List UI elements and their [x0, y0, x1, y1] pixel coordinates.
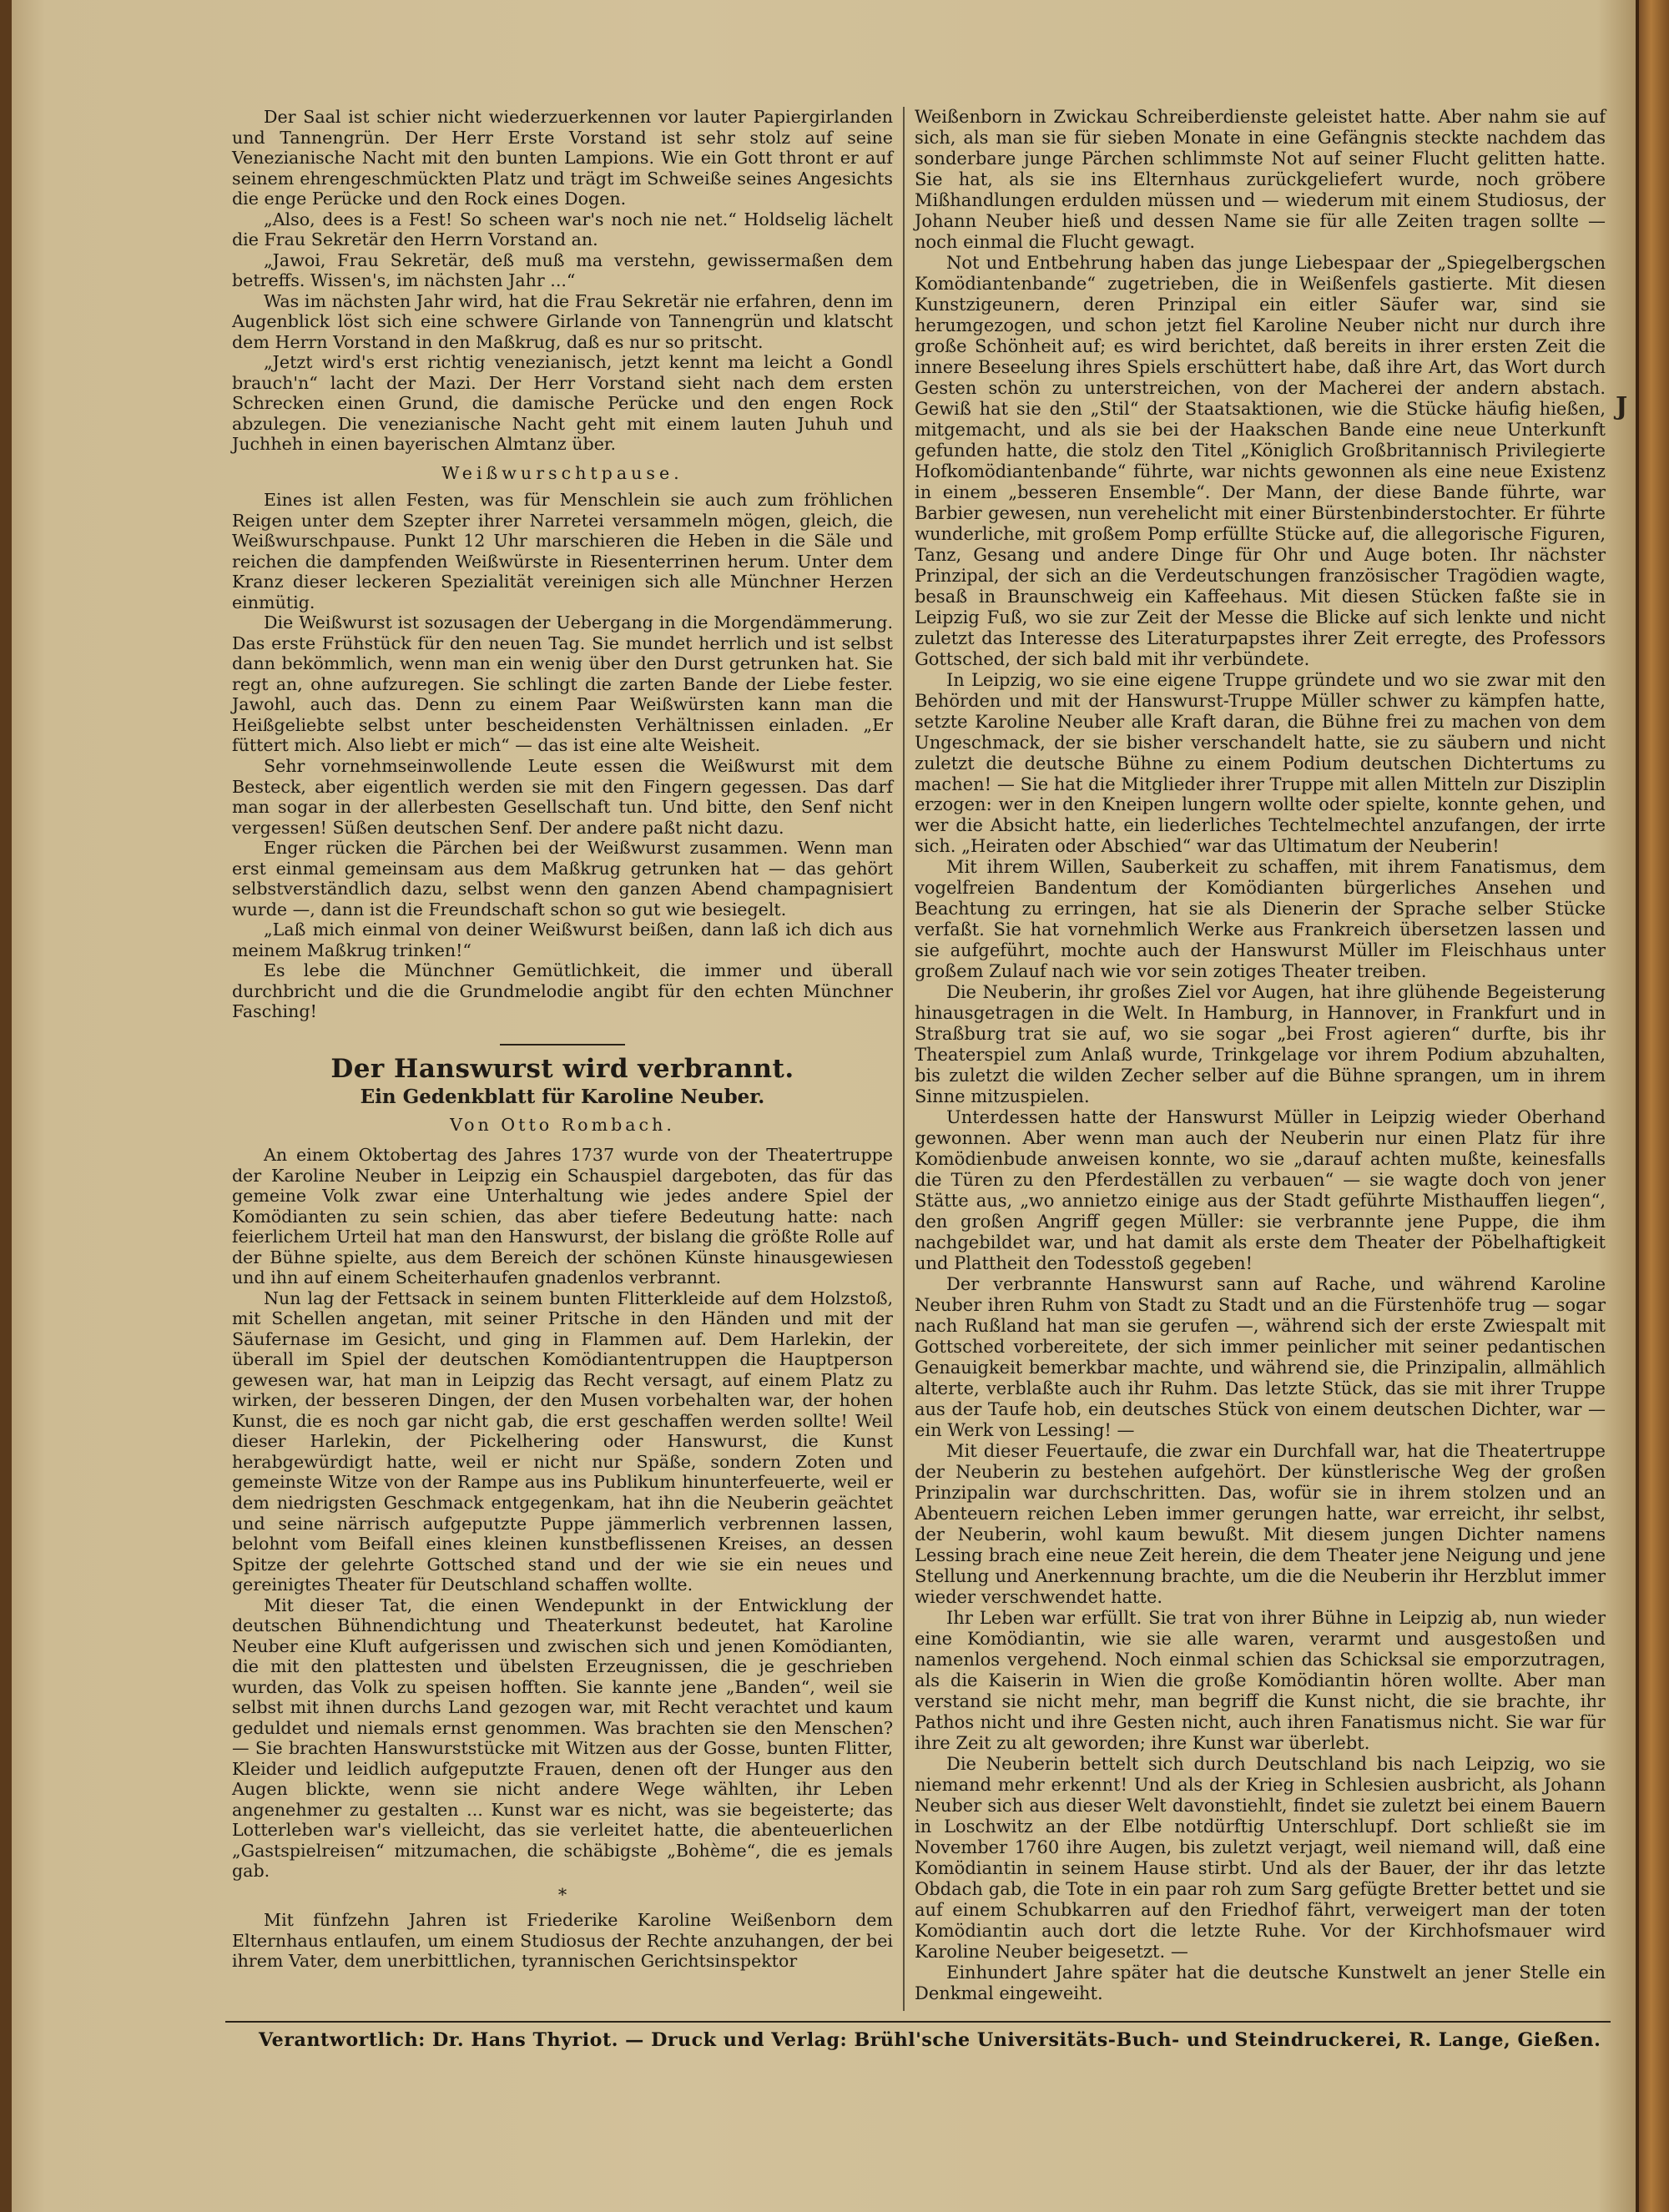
paragraph: Not und Entbehrung haben das junge Liebespaar der „Spiegelbergschen Komödiantenbande“ zugetrieben, die in Weißenfels gastierte. Mit diesen Kunstzigeunern, deren Prinzipal ein eitler Säufer war, sind sie herumgezogen, und schon jetzt fiel Karoline Neuber nicht nur durch ihre große Schönheit auf; es wird berichtet, daß bereits in ihrer ersten Zeit die innere Beseelung ihres Spiels erschüttert habe, daß ihre Art, das Wort durch Gesten schön zu unterstreichen, von der Macherei der andern abstach. Gewiß hat sie den „Stil“ der Staatsaktionen, wie die Stücke häufig hießen, mitgemacht, und als sie bei der Haakschen Bande eine neue Unterkunft gefunden hatte, die stolz den Titel „Königlich Großbritannisch Privilegierte Hofkomödiantenbande“ führte, war nichts gewonnen als eine neue Existenz in einem „besseren Ensemble“. Der Mann, der diese Bande führte, war Barbier gewesen, nun verehelicht mit einer Bürstenbinderstochter. Er führte wunderliche, mit großem Pomp erfüllte Stücke auf, die allegorische Figuren, Tanz, Gesang und andere Dinge für Ohr und Auge boten. Ihr nächster Prinzipal, der sich an die Verdeutschungen französischer Tragödien wagte, besaß in Braunschweig ein Kaffeehaus. Mit diesen Stücken faßte sie in Leipzig Fuß, wo sie zur Zeit der Messe die Blicke auf sich lenkte und nicht zuletzt das Interesse des Literaturpapstes ihrer Zeit erregte, des Professors Gottsched, der sich bald mit ihr verbündete.	[915, 252, 1606, 669]
paragraph: Mit fünfzehn Jahren ist Friederike Karoline Weißenborn dem Elternhaus entlaufen, um einem Studiosus der Rechte anzuhangen, der bei ihrem Vater, dem unerbittlichen, tyrannischen Gerichtsinspektor	[232, 1910, 893, 1972]
paragraph: Was im nächsten Jahr wird, hat die Frau Sekretär nie erfahren, denn im Augenblick löst sich eine schwere Girlande von Tannengrün und klatscht dem Herrn Vorstand in den Maßkrug, daß es nur so pritscht.	[232, 290, 893, 352]
left-column	[232, 107, 893, 1972]
binding-spine	[1639, 0, 1669, 2212]
paragraph: Die Weißwurst ist sozusagen der Uebergang in die Morgendämmerung. Das erste Frühstück für den neuen Tag. Sie mundet herrlich und ist selbst dann bekömmlich, wenn man ein wenig über den Durst getrunken hat. Sie regt an, ohne aufzuregen. Sie schlingt die zarten Bande der Liebe fester. Jawohl, auch das. Denn zu einem Paar Weißwürsten kann man die Heißgeliebte selbst unter bescheidensten Verhältnissen einladen. „Er füttert mich. Also liebt er mich“ — das ist eine alte Weisheit.	[232, 612, 893, 756]
section-separator-star: *	[557, 1884, 567, 1905]
paragraph: „Jetzt wird's erst richtig venezianisch, jetzt kennt ma leicht a Gondl brauch'n“ lacht der Mazi. Der Herr Vorstand sieht nach dem ersten Schrecken einen Grund, die damische Perücke und den engen Rock abzulegen. Die venezianische Nacht geht mit einem lauten Juhuh und Juchheh in einen bayerischen Almtanz über.	[232, 352, 893, 455]
section-subheading: Weißwurschtpause.	[441, 462, 683, 483]
next-page-edge-letter: J	[1616, 392, 1628, 421]
paragraph: Weißenborn in Zwickau Schreiberdienste geleistet hatte. Aber nahm sie auf sich, als man sie für sieben Monate in eine Gefängnis steckte nachdem das sonderbare junge Pärchen schlimmste Not auf seiner Flucht gelitten hatte. Sie hat, als sie ins Elternhaus zurückgeliefert wurde, noch gröbere Mißhandlungen erdulden müssen und — wiederum mit einem Studiosus, der Johann Neuber hieß und dessen Name sie für alle Zeiten tragen sollte — noch einmal die Flucht gewagt.	[915, 107, 1606, 252]
paragraph: Es lebe die Münchner Gemütlichkeit, die immer und überall durchbricht und die die Grundmelodie angibt für den echten Münchner Fasching!	[232, 960, 893, 1022]
footer-rule	[225, 2021, 1611, 2023]
paragraph: In Leipzig, wo sie eine eigene Truppe gründete und wo sie zwar mit den Behörden und mit der Hanswurst-Truppe Müller schwer zu kämpfen hatte, setzte Karoline Neuber alle Kraft daran, die Bühne frei zu machen von dem Ungeschmack, der sie bisher verschandelt hatte, sie zu säubern und nicht zuletzt die deutsche Bühne zu einem Podium deutschen Dichtertums zu machen! — Sie hat die Mitglieder ihrer Truppe mit allen Mitteln zur Disziplin erzogen: wer in den Kneipen lungern wollte oder spielte, konnte gehen, und wer die Absicht hatte, ein liederliches Techtelmechtel anzufangen, der irrte sich. „Heiraten oder Abschied“ war das Ultimatum der Neuberin!	[915, 669, 1606, 857]
paragraph: Ihr Leben war erfüllt. Sie trat von ihrer Bühne in Leipzig ab, nun wieder eine Komödiantin, wie sie alle waren, verarmt und ausgestoßen und namenlos vergehend. Noch einmal schien das Schicksal sie emporzutragen, als die Kaiserin in Wien die große Komödiantin hören wollte. Aber man verstand sie nicht mehr, man begriff die Kunst nicht, die sie brachte, ihr Pathos nicht und ihre Gesten nicht, auch ihren Fanatismus nicht. Sie war für ihre Zeit zu alt geworden; ihre Kunst war überlebt.	[915, 1607, 1606, 1753]
column-divider	[903, 107, 905, 2011]
right-column	[915, 107, 1606, 2004]
paragraph: Mit dieser Feuertaufe, die zwar ein Durchfall war, hat die Theatertruppe der Neuberin zu bestehen aufgehört. Der künstlerische Weg der großen Prinzipalin war durchschritten. Das, wofür sie in ihrem stolzen und an Abenteuern reichen Leben immer gerungen hatte, war erreicht, ihr selbst, der Neuberin, wohl kaum bewußt. Mit diesem jungen Dichter namens Lessing brach eine neue Zeit herein, die dem Theater jene Neigung und jene Stellung und Anerkennung brachte, um die die Neuberin ihr Herzblut immer wieder verschwendet hatte.	[915, 1441, 1606, 1607]
paragraph: Enger rücken die Pärchen bei der Weißwurst zusammen. Wenn man erst einmal gemeinsam aus dem Maßkrug getrunken hat — das gehört selbstverständlich dazu, selbst wenn den ganzen Abend champagnisiert wurde —, dann ist die Freundschaft schon so gut wie besiegelt.	[232, 838, 893, 920]
paragraph: Die Neuberin bettelt sich durch Deutschland bis nach Leipzig, wo sie niemand mehr erkennt! Und als der Krieg in Schlesien ausbricht, als Johann Neuber sich aus dieser Welt davonstiehlt, findet sie zuletzt bei einem Bauern in Loschwitz an der Elbe notdürftig Unterschlupf. Dort schließt sie im November 1760 ihre Augen, bis zuletzt verjagt, weil niemand will, daß eine Komödiantin in seinem Hause stirbt. Und als der Bauer, der ihr das letzte Obdach gab, die Tote in ein paar roh zum Sarg gefügte Bretter bettet und sie auf einem Schubkarren auf den Friedhof fährt, verweigert man der toten Komödiantin auch dort die letzte Ruhe. Vor der Kirchhofsmauer wird Karoline Neuber beigesetzt. —	[915, 1753, 1606, 1962]
paragraph: „Also, dees is a Fest! So scheen war's noch nie net.“ Holdselig lächelt die Frau Sekretär den Herrn Vorstand an.	[232, 209, 893, 250]
article-subtitle: Ein Gedenkblatt für Karoline Neuber.	[360, 1086, 765, 1109]
paragraph: Der verbrannte Hanswurst sann auf Rache, und während Karoline Neuber ihren Ruhm von Stadt zu Stadt und an die Fürstenhöfe trug — sogar nach Rußland hat man sie gerufen —, während sich der erste Zwiespalt mit Gottsched vorbereitete, der sich immer peinlicher mit seiner pedantischen Genauigkeit bemerkbar machte, und während sie, die Prinzipalin, allmählich alterte, verblaßte auch ihr Ruhm. Das letzte Stück, das sie mit ihrer Truppe aus der Taufe hob, ein deutsches Stück von einem deutschen Dichter, war — ein Werk von Lessing! —	[915, 1274, 1606, 1441]
paragraph: An einem Oktobertag des Jahres 1737 wurde von der Theatertruppe der Karoline Neuber in Leipzig ein Schauspiel dargeboten, das für das gemeine Volk zwar eine Unterhaltung wie jedes andere Spiel der Komödianten zu sein schien, das aber tiefere Bedeutung hatte: nach feierlichem Urteil hat man den Hanswurst, der bislang die größte Rolle auf der Bühne spielte, aus dem Bereich der schönen Künste hinausgewiesen und ihn auf einem Scheiterhaufen gnadenlos verbrannt.	[232, 1145, 893, 1288]
paragraph: Der Saal ist schier nicht wiederzuerkennen vor lauter Papiergirlanden und Tannengrün. Der Herr Erste Vorstand ist sehr stolz auf seine Venezianische Nacht mit den bunten Lampions. Wie ein Gott thront er auf seinem ehrengeschmückten Platz und trägt im Schweiße seines Angesichts die enge Perücke und den Rock eines Dogen.	[232, 107, 893, 209]
paragraph: Die Neuberin, ihr großes Ziel vor Augen, hat ihre glühende Begeisterung hinausgetragen in die Welt. In Hamburg, in Hannover, in Frankfurt und in Straßburg trat sie auf, wo sie sogar „bei Frost agieren“ durfte, bis ihr Theaterspiel zum Anlaß wurde, Trinkgelage vor ihrem Podium abzuhalten, bis zuletzt die wilden Zecher selber auf die Bühne sprangen, um in ihrem Sinne mitzuspielen.	[915, 982, 1606, 1107]
article-author: Von Otto Rombach.	[450, 1114, 675, 1135]
paragraph: Mit dieser Tat, die einen Wendepunkt in der Entwicklung der deutschen Bühnendichtung und Theaterkunst bedeutet, hat Karoline Neuber eine Kluft aufgerissen und zwischen sich und jenen Komödianten, die mit den plattesten und übelsten Erzeugnissen, die je geschrieben wurden, das Volk zu speisen hofften. Sie kannte jene „Banden“, weil sie selbst mit ihnen durchs Land gezogen war, mit Recht verachtet und kaum geduldet und niemals ernst genommen. Was brachten sie den Menschen? — Sie brachten Hanswurststücke mit Witzen aus der Gosse, bunten Flitter, Kleider und leidlich aufgeputzte Frauen, denen oft der Hunger aus den Augen blickte, wenn sie nicht andere Wege wählten, ihr Leben angenehmer zu gestalten ... Kunst war es nicht, was sie begeisterte; das Lotterleben war's vielleicht, das sie verleitet hatte, die abenteuerlichen „Gastspielreisen“ mitzumachen, die schäbigste „Bohème“, die es jemals gab.	[232, 1595, 893, 1882]
article-divider	[500, 1044, 625, 1046]
imprint-footer: Verantwortlich: Dr. Hans Thyriot. — Druck und Verlag: Brühl'sche Universitäts-Buch- und Steindruckerei, R. Lange, Gießen.	[259, 2029, 1601, 2051]
paragraph: „Jawoi, Frau Sekretär, deß muß ma verstehn, gewissermaßen dem betreffs. Wissen's, im nächsten Jahr ...“	[232, 249, 893, 291]
paragraph: Nun lag der Fettsack in seinem bunten Flitterkleide auf dem Holzstoß, mit Schellen angetan, mit seiner Pritsche in den Händen und mit der Säufernase im Gesicht, und ging in Flammen auf. Dem Harlekin, der überall im Spiel der deutschen Komödiantentruppen die Hauptperson gewesen war, hat man in Leipzig das Recht versagt, auf einem Platz zu wirken, der besseren Dingen, der den Musen vorbehalten war, der hohen Kunst, die es noch gar nicht gab, die erst geschaffen werden sollte! Weil dieser Harlekin, der Pickelhering oder Hanswurst, die Kunst herabgewürdigt hatte, weil er nicht nur Späße, sondern Zoten und gemeinste Witze von der Rampe aus ins Publikum hinunterfeuerte, weil er dem niedrigsten Geschmack entgegenkam, hat ihn die Neuberin geächtet und seine närrisch aufgeputzte Puppe jämmerlich verbrennen lassen, belohnt vom Beifall eines kleinen kunstbeflissenen Kreises, an dessen Spitze der gelehrte Gottsched stand und der wie sie ein neues und gereinigtes Theater für Deutschland schaffen wollte.	[232, 1287, 893, 1595]
paragraph: Sehr vornehmseinwollende Leute essen die Weißwurst mit dem Besteck, aber eigentlich werden sie mit den Fingern gegessen. Das darf man sogar in der allerbesten Gesellschaft tun. Und bitte, den Senf nicht vergessen! Süßen deutschen Senf. Der andere paßt nicht dazu.	[232, 755, 893, 838]
article-title: Der Hanswurst wird verbrannt.	[330, 1053, 794, 1084]
paragraph: Einhundert Jahre später hat die deutsche Kunstwelt an jener Stelle ein Denkmal eingeweiht.	[915, 1962, 1606, 2003]
paragraph: Mit ihrem Willen, Sauberkeit zu schaffen, mit ihrem Fanatismus, dem vogelfreien Bandentum der Komödianten bürgerliches Ansehen und Beachtung zu erringen, hat sie als Dienerin der Sprache selber Stücke verfaßt. Sie hat vornehmlich Werke aus Frankreich übersetzen lassen und sie aufgeführt, mochte auch der Hanswurst Müller im Fleischhaus unter großem Zulauf nach wie vor sein zotiges Theater treiben.	[915, 857, 1606, 982]
paragraph: Eines ist allen Festen, was für Menschlein sie auch zum fröhlichen Reigen unter dem Szepter ihrer Narretei versammeln mögen, gleich, die Weißwurschpause. Punkt 12 Uhr marschieren die Heben in die Säle und reichen die dampfenden Weißwürste in Riesenterrinen herum. Unter dem Kranz dieser leckeren Spezialität vereinigen sich alle Münchner Herzen einmütig.	[232, 490, 893, 612]
paragraph: Unterdessen hatte der Hanswurst Müller in Leipzig wieder Oberhand gewonnen. Aber wenn man auch der Neuberin nur einen Platz für ihre Komödienbude anweisen konnte, wo sie „darauf achten mußte, keinesfalls die Türen zu den Pferdeställen zu verbauen“ — sie wagte doch von jener Stätte aus, „wo annietzo einige aus der Stadt geführte Misthauffen liegen“, den großen Angriff gegen Müller: sie verbrannte jene Puppe, die ihm nachgebildet war, und hat damit als erste dem Theater der Pöbelhaftigkeit und Plattheit den Todesstoß gegeben!	[915, 1107, 1606, 1274]
paragraph: „Laß mich einmal von deiner Weißwurst beißen, dann laß ich dich aus meinem Maßkrug trinken!“	[232, 920, 893, 960]
